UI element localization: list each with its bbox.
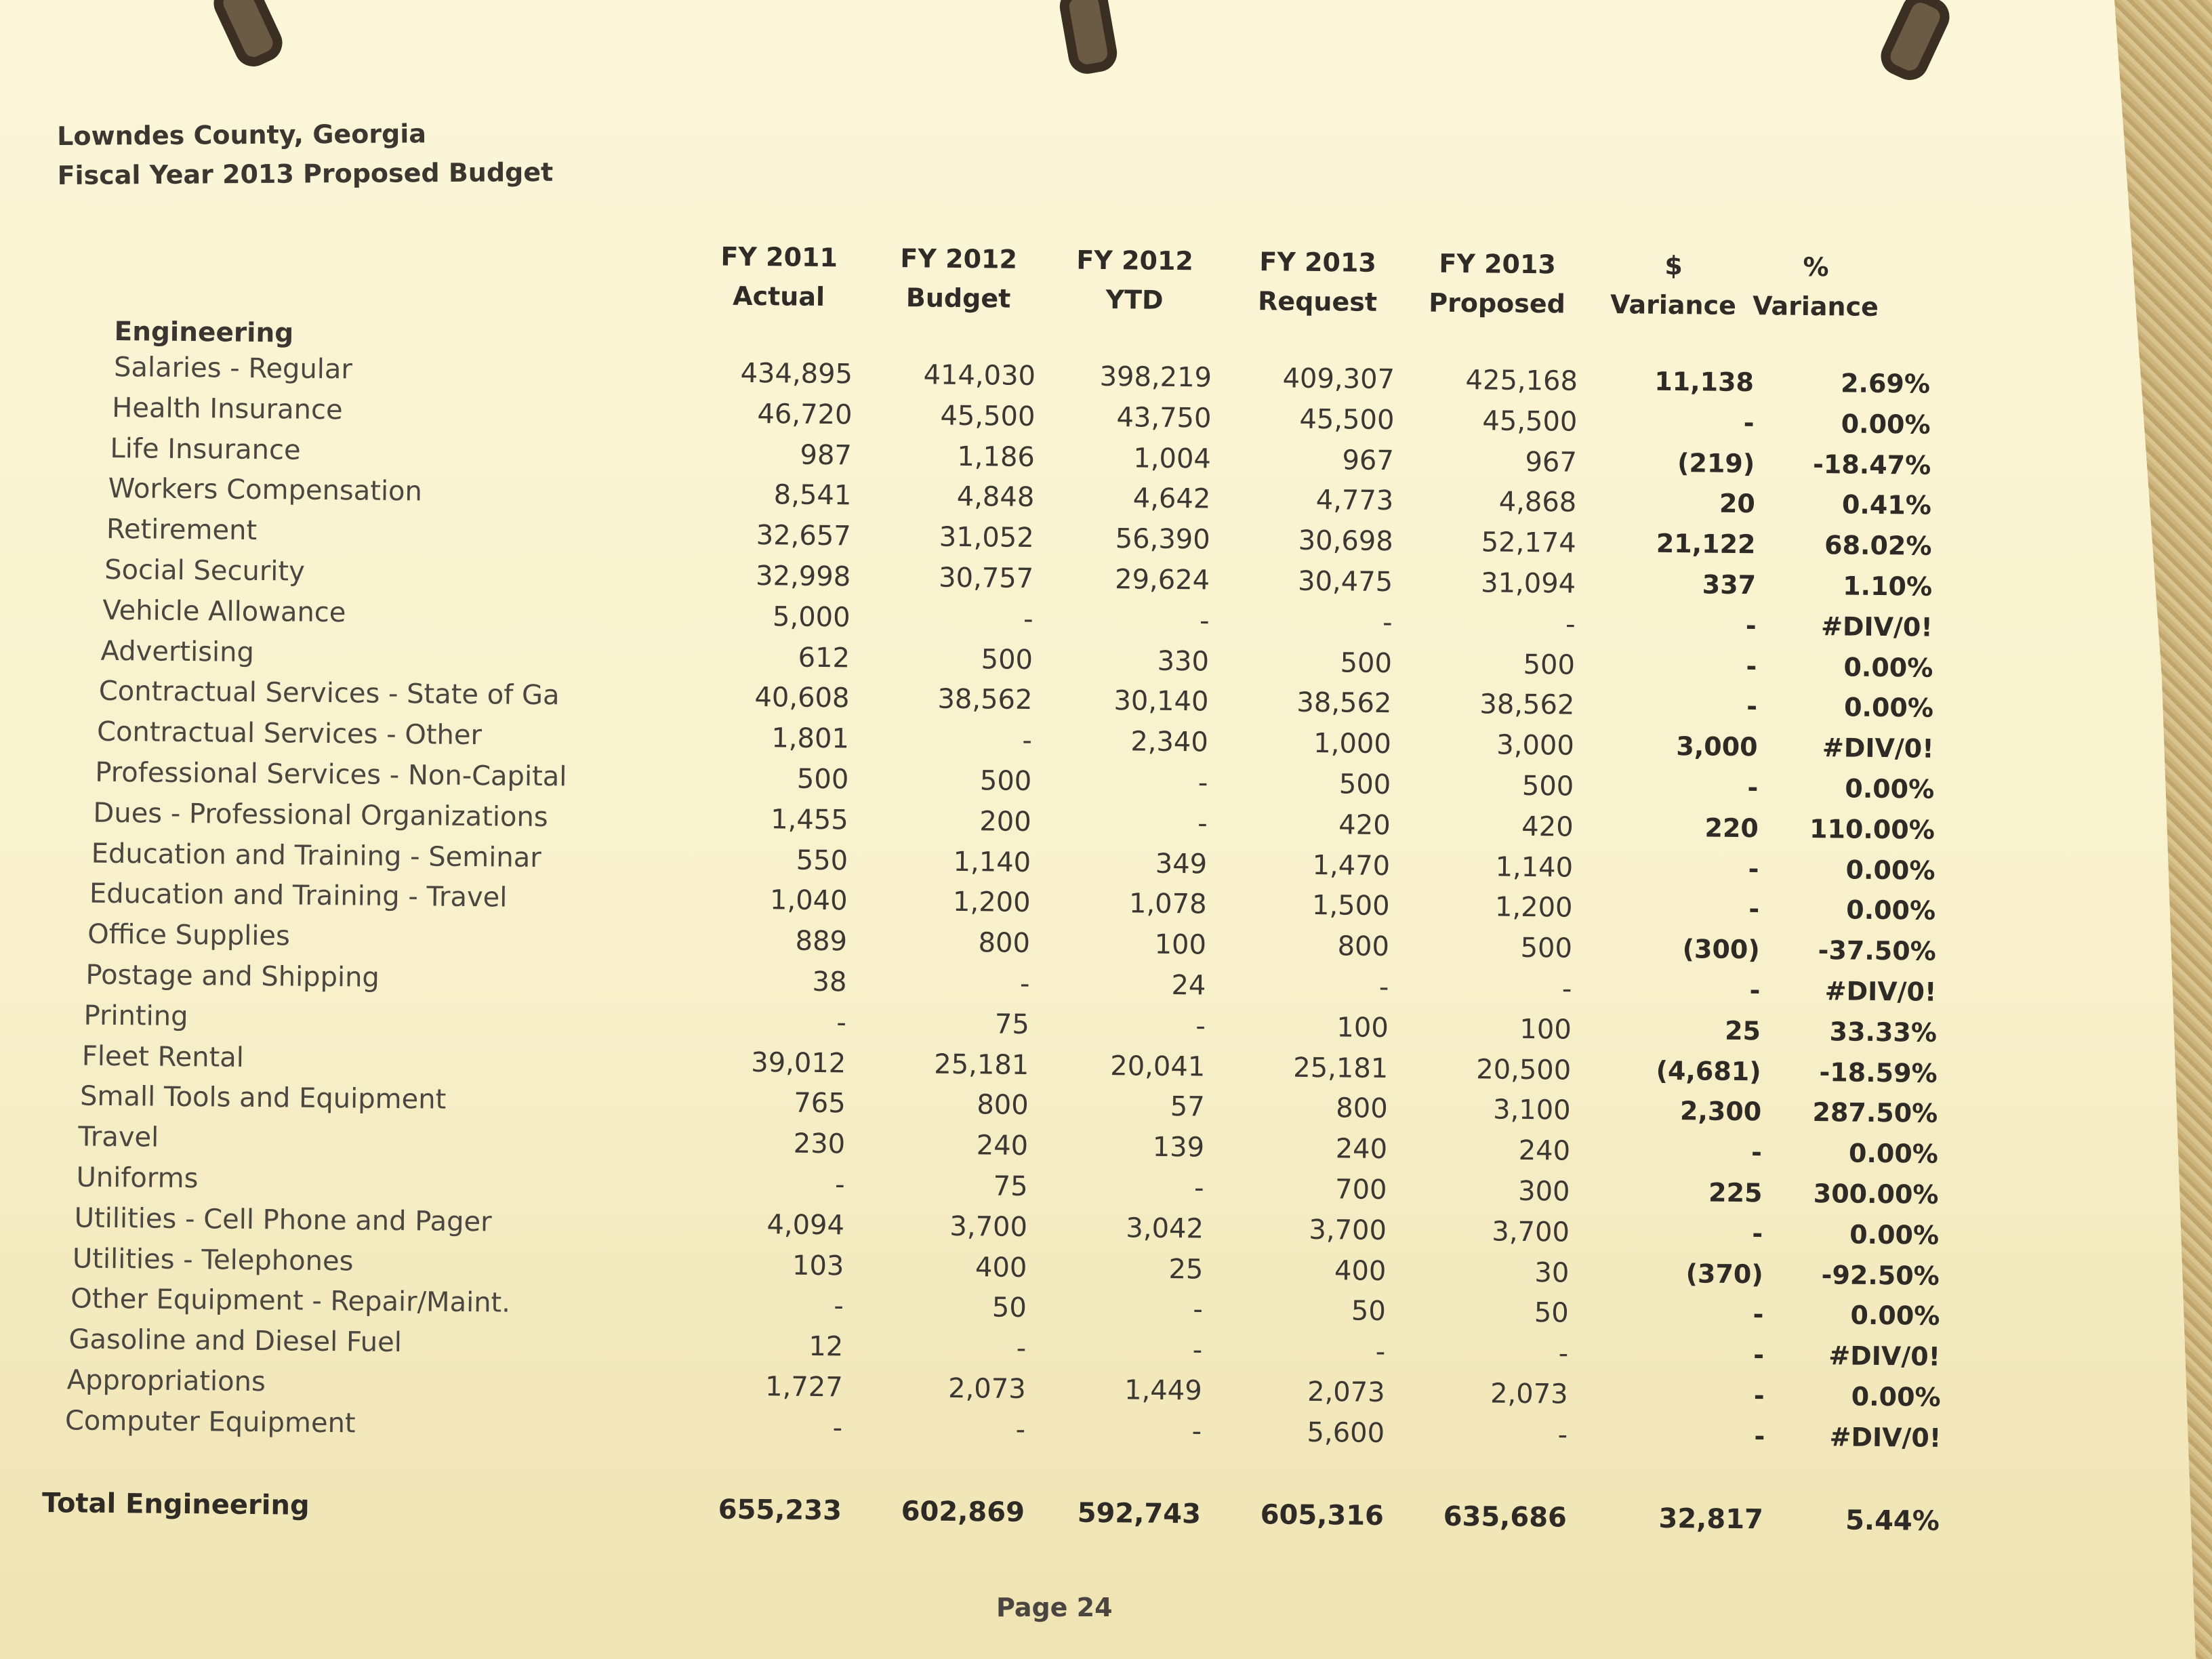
cell-value: 500 <box>979 765 1032 797</box>
cell-value: - <box>1748 853 1759 884</box>
cell-value: 40,608 <box>754 682 850 714</box>
row-label: Computer Equipment <box>64 1405 356 1439</box>
cell-value: 1,004 <box>1133 442 1212 475</box>
cell-value: 2,073 <box>1490 1378 1568 1410</box>
cell-value: 425,168 <box>1465 365 1578 397</box>
cell-value: 1,727 <box>764 1371 843 1404</box>
cell-value: 100 <box>1154 928 1207 961</box>
cell-value: 50 <box>1534 1297 1569 1330</box>
cell-value: - <box>1382 607 1393 638</box>
cell-value: 434,895 <box>740 357 853 390</box>
cell-value: 57 <box>1170 1091 1205 1123</box>
cell-value: 33.33% <box>1829 1017 1938 1048</box>
cell-value: 39,012 <box>751 1046 846 1079</box>
cell-value: 1,200 <box>1494 891 1573 924</box>
total-value: 32,817 <box>1658 1502 1764 1535</box>
cell-value: 889 <box>795 925 848 958</box>
column-header-line1: FY 2011 <box>720 241 838 273</box>
column-header-line1: FY 2012 <box>1076 245 1194 276</box>
cell-value: - <box>1197 767 1208 799</box>
cell-value: 349 <box>1155 848 1208 880</box>
cell-value: 139 <box>1152 1131 1205 1164</box>
cell-value: 4,848 <box>956 481 1035 514</box>
cell-value: - <box>1746 651 1757 681</box>
row-label: Printing <box>83 1000 188 1032</box>
cell-value: 220 <box>1704 813 1759 844</box>
cell-value: -37.50% <box>1818 935 1936 966</box>
cell-value: - <box>1022 725 1033 757</box>
cell-value: - <box>1753 1340 1765 1370</box>
cell-value: 4,094 <box>766 1209 845 1242</box>
cell-value: 3,700 <box>949 1210 1028 1243</box>
total-value: 655,233 <box>718 1494 842 1526</box>
cell-value: 5,600 <box>1307 1416 1385 1449</box>
total-value: 592,743 <box>1077 1497 1202 1530</box>
cell-value: - <box>1191 1416 1202 1448</box>
column-header-line1: % <box>1803 251 1829 283</box>
cell-value: 300.00% <box>1813 1179 1939 1210</box>
cell-value: 25,181 <box>934 1048 1029 1081</box>
cell-value: 31,094 <box>1480 567 1576 600</box>
cell-value: 46,720 <box>757 398 853 431</box>
cell-value: - <box>1375 1336 1386 1368</box>
total-value: 5.44% <box>1845 1504 1940 1537</box>
cell-value: 500 <box>981 643 1033 676</box>
cell-value: 1,040 <box>769 884 848 917</box>
column-header <box>1409 243 1586 323</box>
cell-value: -92.50% <box>1821 1259 1940 1291</box>
cell-value: 414,030 <box>923 359 1036 392</box>
cell-value: -18.59% <box>1819 1057 1938 1088</box>
column-header <box>870 239 1047 319</box>
cell-value: 612 <box>798 642 851 674</box>
cell-value: 32,657 <box>756 520 851 552</box>
cell-value: 200 <box>979 806 1031 838</box>
cell-value: - <box>1561 973 1572 1005</box>
row-label: Retirement <box>106 514 258 547</box>
document-header <box>57 113 553 195</box>
column-header-line1: FY 2012 <box>900 243 1018 274</box>
cell-value: 4,773 <box>1315 485 1394 517</box>
cell-value: 800 <box>978 927 1031 960</box>
cell-value: 800 <box>1336 1092 1388 1125</box>
cell-value: - <box>836 1007 847 1039</box>
cell-value: 300 <box>1517 1175 1570 1208</box>
cell-value: 0.00% <box>1849 1219 1940 1250</box>
cell-value: 398,219 <box>1099 361 1212 394</box>
cell-value: 500 <box>1340 647 1393 679</box>
cell-value: 0.00% <box>1851 1381 1941 1412</box>
cell-value: (219) <box>1677 447 1755 478</box>
column-header-line2: Actual <box>732 281 825 312</box>
cell-value: 38,562 <box>1479 689 1575 722</box>
cell-value: #DIV/0! <box>1829 1422 1942 1453</box>
cell-value: - <box>1015 1414 1026 1446</box>
cell-value: 1,470 <box>1312 849 1391 882</box>
cell-value: 38,562 <box>1296 687 1392 720</box>
cell-value: 2,073 <box>1307 1376 1385 1409</box>
cell-value: 337 <box>1702 569 1757 600</box>
cell-value: 240 <box>1335 1133 1388 1166</box>
column-header-line2: Variance <box>1610 289 1737 321</box>
cell-value: 50 <box>991 1292 1027 1324</box>
cell-value: 31,052 <box>939 521 1034 554</box>
cell-value: 3,100 <box>1492 1094 1571 1127</box>
cell-value: 800 <box>977 1089 1029 1122</box>
cell-value: - <box>1746 691 1758 722</box>
row-label: Workers Compensation <box>108 473 423 508</box>
cell-value: 0.00% <box>1850 1300 1940 1332</box>
cell-value: 3,000 <box>1496 729 1575 762</box>
cell-value: - <box>1752 1218 1763 1249</box>
column-header <box>1046 240 1223 320</box>
row-label: Professional Services - Non-Capital <box>95 756 567 793</box>
cell-value: 100 <box>1336 1012 1389 1044</box>
cell-value: 12 <box>808 1331 844 1363</box>
total-value: 605,316 <box>1260 1498 1385 1532</box>
row-label: Fleet Rental <box>81 1040 245 1073</box>
column-header-line2: Request <box>1257 286 1378 317</box>
cell-value: 38,562 <box>937 684 1033 716</box>
column-header-line2: Variance <box>1752 291 1879 322</box>
cell-value: 1,186 <box>957 441 1036 473</box>
row-label: Salaries - Regular <box>113 351 353 386</box>
cell-value: 56,390 <box>1115 523 1210 556</box>
cell-value: 2.69% <box>1840 368 1931 399</box>
cell-value: 110.00% <box>1809 813 1936 845</box>
cell-value: 1,140 <box>953 846 1031 878</box>
cell-value: 20 <box>1719 489 1756 519</box>
cell-value: - <box>1193 1172 1204 1204</box>
cell-value: 30,140 <box>1113 685 1209 718</box>
cell-value: 1,500 <box>1311 890 1390 922</box>
budget-table <box>41 230 1945 1537</box>
column-header-line2: Budget <box>905 283 1011 314</box>
cell-value: 500 <box>796 763 849 796</box>
cell-value: - <box>1197 808 1208 840</box>
cell-value: 0.00% <box>1846 895 1936 926</box>
cell-value: 1,000 <box>1313 728 1392 760</box>
cell-value: 52,174 <box>1481 527 1576 559</box>
cell-value: 1,140 <box>1495 851 1574 884</box>
cell-value: 3,042 <box>1126 1212 1204 1245</box>
cell-value: 0.00% <box>1843 652 1933 683</box>
cell-value: 0.00% <box>1841 409 1931 440</box>
cell-value: 3,000 <box>1676 731 1758 762</box>
cell-value: 400 <box>1334 1254 1387 1287</box>
cell-value: #DIV/0! <box>1820 611 1933 642</box>
cell-value: 30 <box>1534 1256 1570 1289</box>
cell-value: 420 <box>1521 811 1574 843</box>
column-header-line1: $ <box>1664 250 1683 281</box>
column-header <box>1229 242 1406 322</box>
cell-value: - <box>1019 968 1030 1000</box>
cell-value: (4,681) <box>1656 1055 1761 1086</box>
cell-value: 11,138 <box>1654 366 1755 398</box>
row-label: Health Insurance <box>112 392 343 426</box>
cell-value: 32,998 <box>755 560 851 593</box>
row-label: Contractual Services - Other <box>96 716 483 752</box>
document-title: Fiscal Year 2013 Proposed Budget <box>57 157 554 190</box>
cell-value: 225 <box>1708 1177 1763 1208</box>
cell-value: 2,300 <box>1679 1096 1762 1127</box>
row-label: Education and Training - Travel <box>89 878 508 914</box>
cell-value: - <box>1753 1380 1765 1411</box>
cell-value: 25 <box>1168 1253 1204 1286</box>
row-label: Postage and Shipping <box>85 959 380 994</box>
cell-value: 29,624 <box>1114 564 1210 596</box>
cell-value: - <box>1016 1332 1027 1365</box>
cell-value: - <box>1192 1334 1203 1366</box>
cell-value: - <box>834 1169 845 1201</box>
cell-value: 550 <box>796 844 848 876</box>
cell-value: 1,449 <box>1124 1374 1202 1407</box>
cell-value: 240 <box>1518 1135 1571 1167</box>
cell-value: - <box>1558 1338 1569 1370</box>
cell-value: - <box>1023 603 1033 635</box>
cell-value: 2,340 <box>1130 726 1209 758</box>
row-label: Utilities - Cell Phone and Pager <box>74 1202 492 1238</box>
cell-value: 24 <box>1171 969 1206 1002</box>
cell-value: 45,500 <box>940 400 1036 432</box>
column-header-line1: FY 2013 <box>1259 247 1377 278</box>
cell-value: 500 <box>1338 769 1391 801</box>
cell-value: 0.00% <box>1848 1138 1939 1170</box>
cell-value: 75 <box>993 1170 1028 1202</box>
cell-value: 1,801 <box>771 722 850 755</box>
row-label: Vehicle Allowance <box>102 594 346 629</box>
row-label: Gasoline and Diesel Fuel <box>68 1324 403 1359</box>
column-header-line2: YTD <box>1105 284 1164 315</box>
cell-value: 25 <box>1724 1015 1761 1046</box>
cell-value: 240 <box>976 1130 1029 1162</box>
org-name: Lowndes County, Georgia <box>57 119 427 151</box>
cell-value: 3,700 <box>1492 1216 1570 1248</box>
cell-value: 1,455 <box>770 804 848 836</box>
total-row <box>35 1487 1940 1544</box>
row-label: Office Supplies <box>87 918 291 952</box>
total-label: Total Engineering <box>41 1487 310 1521</box>
cell-value: 43,750 <box>1116 401 1212 434</box>
cell-value: - <box>1743 407 1755 438</box>
row-label: Small Tools and Equipment <box>79 1080 447 1116</box>
cell-value: - <box>1565 609 1576 640</box>
cell-value: - <box>1199 605 1210 637</box>
cell-value: - <box>1750 1137 1763 1168</box>
cell-value: #DIV/0! <box>1828 1340 1941 1372</box>
row-label: Life Insurance <box>110 432 301 466</box>
cell-value: 765 <box>794 1088 846 1120</box>
cell-value: 230 <box>793 1128 846 1160</box>
cell-value: - <box>1753 1299 1764 1330</box>
cell-value: 500 <box>1523 649 1576 681</box>
cell-value: 400 <box>975 1251 1027 1284</box>
column-header <box>691 237 867 316</box>
cell-value: #DIV/0! <box>1824 976 1937 1007</box>
row-label: Appropriations <box>66 1364 266 1398</box>
cell-value: 1.10% <box>1843 571 1933 602</box>
cell-value: 700 <box>1334 1174 1387 1206</box>
cell-value: 50 <box>1351 1295 1386 1328</box>
row-label: Utilities - Telephones <box>72 1243 354 1277</box>
cell-value: 103 <box>792 1250 844 1282</box>
cell-value: 1,200 <box>952 886 1031 919</box>
column-header-line2: Proposed <box>1429 287 1566 319</box>
cell-value: - <box>1749 975 1761 1006</box>
cell-value: - <box>1748 894 1760 924</box>
cell-value: (300) <box>1682 934 1760 965</box>
total-value: 602,869 <box>901 1495 1025 1528</box>
total-value: 635,686 <box>1443 1500 1568 1534</box>
cell-value: - <box>1747 773 1759 803</box>
cell-value: (370) <box>1685 1258 1763 1289</box>
cell-value: 0.41% <box>1841 489 1932 521</box>
column-header <box>1727 247 1904 327</box>
row-label: Education and Training - Seminar <box>91 838 541 874</box>
cell-value: 3,700 <box>1309 1214 1387 1246</box>
row-label: Travel <box>78 1121 159 1153</box>
cell-value: 987 <box>800 439 853 472</box>
row-label: Other Equipment - Repair/Maint. <box>70 1283 511 1319</box>
cell-value: 1,078 <box>1128 888 1207 920</box>
cell-value: 30,757 <box>938 562 1034 594</box>
cell-value: 287.50% <box>1812 1097 1938 1129</box>
cell-value: 409,307 <box>1282 363 1395 396</box>
row-label: Uniforms <box>76 1162 199 1195</box>
cell-value: 4,642 <box>1132 483 1211 515</box>
cell-value: 20,500 <box>1476 1053 1572 1086</box>
cell-value: 30,698 <box>1298 525 1393 558</box>
cell-value: - <box>832 1412 843 1444</box>
cell-value: 4,868 <box>1498 486 1577 519</box>
cell-value: - <box>1195 1010 1206 1042</box>
row-label: Advertising <box>100 635 255 668</box>
cell-value: 100 <box>1519 1013 1572 1046</box>
cell-value: 2,073 <box>947 1372 1026 1405</box>
row-label: Social Security <box>104 554 305 588</box>
cell-value: 967 <box>1342 444 1395 476</box>
cell-value: 25,181 <box>1293 1052 1389 1084</box>
cell-value: - <box>1745 610 1757 641</box>
cell-value: 0.00% <box>1845 855 1936 886</box>
cell-value: 500 <box>1521 770 1574 802</box>
cell-value: 420 <box>1338 809 1391 841</box>
cell-value: - <box>1378 971 1389 1004</box>
cell-value: 330 <box>1157 645 1210 678</box>
cell-value: - <box>1193 1294 1204 1326</box>
cell-value: -18.47% <box>1812 449 1931 480</box>
column-header-line1: FY 2013 <box>1439 248 1557 280</box>
cell-value: 68.02% <box>1824 530 1932 561</box>
cell-value: - <box>1754 1421 1765 1452</box>
cell-value: 20,041 <box>1110 1050 1206 1083</box>
cell-value: - <box>834 1290 844 1322</box>
cell-value: 5,000 <box>772 601 851 634</box>
page-number: Page 24 <box>996 1593 1113 1622</box>
cell-value: 45,500 <box>1482 405 1578 438</box>
cell-value: 75 <box>994 1008 1030 1040</box>
cell-value: 0.00% <box>1843 692 1934 724</box>
cell-value: 21,122 <box>1656 528 1756 560</box>
section-title: Engineering <box>114 316 294 349</box>
row-label: Dues - Professional Organizations <box>93 797 548 833</box>
cell-value: 8,541 <box>773 479 852 512</box>
row-label: Contractual Services - State of Ga <box>98 676 560 712</box>
cell-value: 0.00% <box>1845 773 1935 804</box>
cell-value: #DIV/0! <box>1822 733 1934 764</box>
cell-value: 45,500 <box>1299 403 1395 436</box>
cell-value: 800 <box>1337 930 1390 963</box>
cell-value: 500 <box>1520 933 1573 964</box>
cell-value: 967 <box>1525 446 1578 478</box>
cell-value: - <box>1557 1419 1568 1451</box>
cell-value: 38 <box>812 966 847 998</box>
cell-value: 30,475 <box>1297 565 1393 598</box>
